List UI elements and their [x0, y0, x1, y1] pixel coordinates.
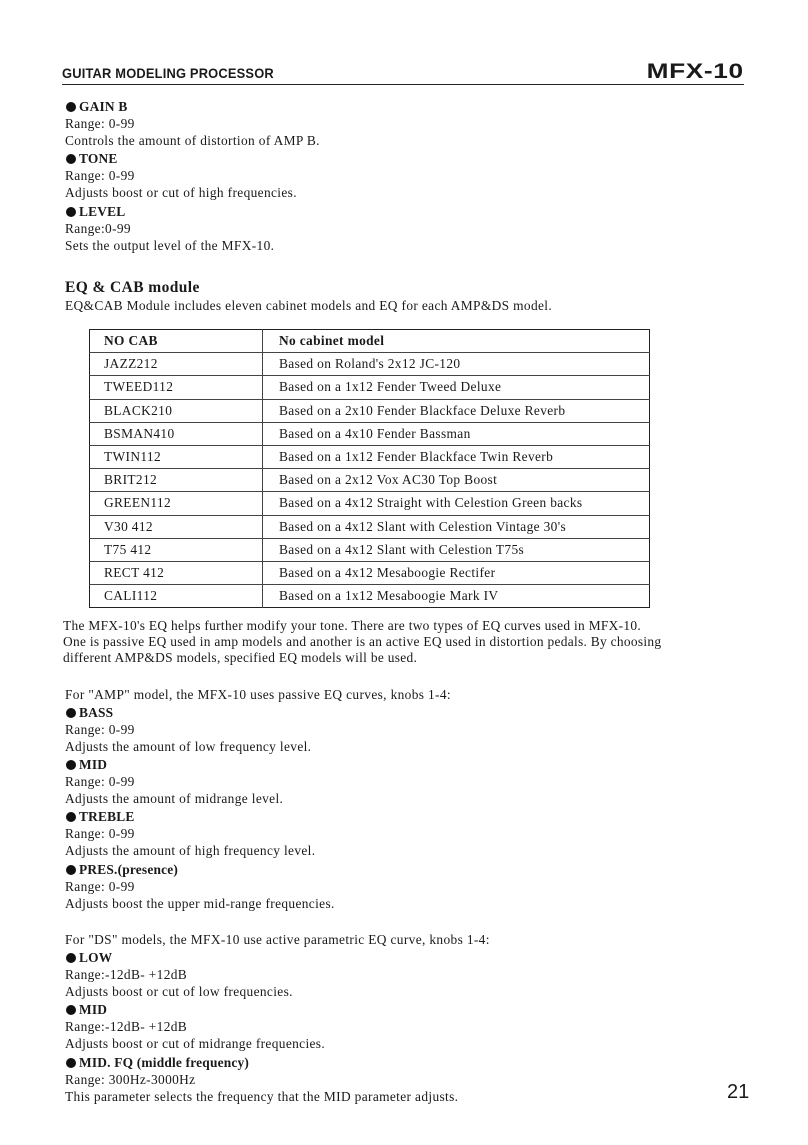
table-cell-description: Based on a 4x12 Straight with Celestion Green backs [263, 492, 650, 515]
param-description: Adjusts the amount of midrange level. [65, 791, 284, 806]
param-description: Adjusts boost or cut of midrange frequencies. [65, 1036, 326, 1051]
eq-paragraph-line: The MFX-10's EQ helps further modify your tone. There are two types of EQ curves used in MFX-10. [63, 618, 642, 633]
table-row [90, 538, 650, 561]
bullet-icon [66, 207, 76, 217]
bullet-icon [66, 1058, 76, 1068]
param-description: Adjusts the amount of low frequency level. [65, 739, 312, 754]
bullet-icon [66, 865, 76, 875]
table-row [90, 492, 650, 515]
table-cell-model: BLACK210 [90, 399, 263, 422]
table-row [90, 422, 650, 445]
table-cell-description: Based on a 4x10 Fender Bassman [263, 422, 650, 445]
param-range: Range: 300Hz-3000Hz [65, 1072, 196, 1087]
bullet-icon [66, 154, 76, 164]
param-heading-gain-b: GAIN B [66, 98, 127, 115]
ds-eq-intro: For "DS" models, the MFX-10 use active parametric EQ curve, knobs 1-4: [65, 932, 490, 947]
table-row [90, 585, 650, 608]
table-cell-description: No cabinet model [263, 330, 650, 353]
table-row [90, 469, 650, 492]
bullet-icon [66, 1005, 76, 1015]
table-cell-model: TWIN112 [90, 445, 263, 468]
header-title: GUITAR MODELING PROCESSOR [62, 65, 274, 81]
table-cell-model: GREEN112 [90, 492, 263, 515]
param-description: Adjusts the amount of high frequency level. [65, 843, 316, 858]
param-range: Range:-12dB- +12dB [65, 967, 188, 982]
page-number: 21 [727, 1081, 750, 1103]
table-row [90, 561, 650, 584]
param-range: Range:0-99 [65, 221, 131, 236]
param-heading-mid: MID [66, 756, 107, 773]
param-description: Adjusts boost or cut of high frequencies. [65, 185, 297, 200]
table-row [90, 353, 650, 376]
param-description: Adjusts boost or cut of low frequencies. [65, 984, 293, 999]
table-cell-description: Based on a 2x12 Vox AC30 Top Boost [263, 469, 650, 492]
table-cell-model: JAZZ212 [90, 353, 263, 376]
table-cell-model: CALI112 [90, 585, 263, 608]
table-cell-description: Based on a 4x12 Mesaboogie Rectifer [263, 561, 650, 584]
table-row [90, 515, 650, 538]
param-description: Controls the amount of distortion of AMP B. [65, 133, 320, 148]
param-description: Adjusts boost the upper mid-range frequencies. [65, 896, 335, 911]
table-cell-description: Based on a 1x12 Mesaboogie Mark IV [279, 588, 499, 604]
param-heading-tone: TONE [66, 150, 118, 167]
table-cell-description: Based on a 1x12 Fender Blackface Twin Reverb [263, 445, 650, 468]
bullet-icon [66, 953, 76, 963]
table-cell-description: Based on a 2x10 Fender Blackface Deluxe Reverb [263, 399, 650, 422]
param-range: Range: 0-99 [65, 116, 135, 131]
table-cell-description: Based on a 4x12 Slant with Celestion Vintage 30's [263, 515, 650, 538]
param-heading-mid-fq: MID. FQ (middle frequency) [66, 1054, 249, 1071]
table-cell-model: T75 412 [90, 538, 263, 561]
table-row [90, 376, 650, 399]
param-heading-mid: MID [66, 1001, 107, 1018]
bullet-icon [66, 102, 76, 112]
table-cell-model: NO CAB [90, 330, 263, 353]
eq-paragraph-line: different AMP&DS models, specified EQ models will be used. [63, 650, 418, 665]
table-cell-description: Based on a 1x12 Fender Tweed Deluxe [263, 376, 650, 399]
cabinet-models-table [89, 329, 650, 608]
section-title-eq-cab: EQ & CAB module [65, 279, 200, 296]
table-cell-model: RECT 412 [90, 561, 263, 584]
header-model-name: MFX-10 [646, 60, 744, 83]
table-cell-model: TWEED112 [90, 376, 263, 399]
page-header [62, 60, 744, 85]
amp-eq-intro: For "AMP" model, the MFX-10 uses passive EQ curves, knobs 1-4: [65, 687, 451, 702]
eq-paragraph-line: One is passive EQ used in amp models and another is an active EQ used in distortion pedals. By choosing [63, 634, 662, 649]
param-range: Range: 0-99 [65, 168, 135, 183]
param-heading-low: LOW [66, 949, 112, 966]
table-cell-description: Based on Roland's 2x12 JC-120 [263, 353, 650, 376]
bullet-icon [66, 812, 76, 822]
section-intro: EQ&CAB Module includes eleven cabinet models and EQ for each AMP&DS model. [65, 298, 553, 313]
bullet-icon [66, 760, 76, 770]
bullet-icon [66, 708, 76, 718]
param-range: Range: 0-99 [65, 722, 135, 737]
param-heading-treble: TREBLE [66, 808, 135, 825]
table-cell-model: BSMAN410 [90, 422, 263, 445]
param-range: Range:-12dB- +12dB [65, 1019, 188, 1034]
param-range: Range: 0-99 [65, 774, 135, 789]
table-row [90, 399, 650, 422]
table-header-row [90, 330, 650, 353]
table-cell-model: BRIT212 [90, 469, 263, 492]
param-description: This parameter selects the frequency that the MID parameter adjusts. [65, 1089, 459, 1104]
param-heading-presence: PRES.(presence) [66, 861, 178, 878]
table-cell-description: Based on a 4x12 Slant with Celestion T75s [263, 538, 650, 561]
param-heading-bass: BASS [66, 704, 113, 721]
table-cell-model: V30 412 [90, 515, 263, 538]
param-heading-level: LEVEL [66, 203, 125, 220]
table-row [90, 445, 650, 468]
param-range: Range: 0-99 [65, 826, 135, 841]
param-description: Sets the output level of the MFX-10. [65, 238, 275, 253]
param-range: Range: 0-99 [65, 879, 135, 894]
